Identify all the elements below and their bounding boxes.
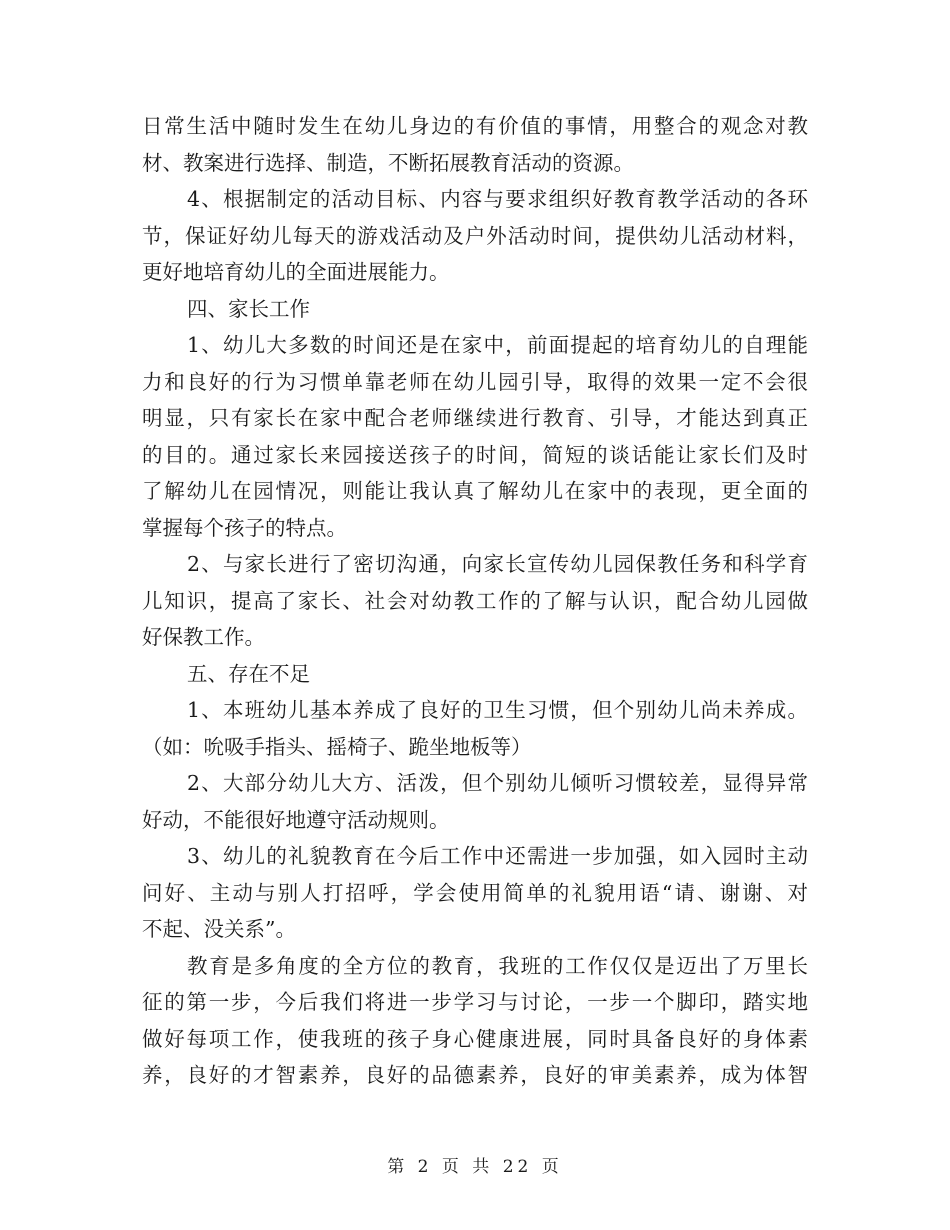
text-line: 2、大部分幼儿大方、活泼，但个别幼儿倾听习惯较差，显得异常 [187, 771, 808, 795]
text-line: 节，保证好幼儿每天的游戏活动及户外活动时间，提供幼儿活动材料， [142, 223, 808, 248]
text-line: 1、本班幼儿基本养成了良好的卫生习惯，但个别幼儿尚未养成。 [187, 698, 808, 722]
text-line: 力和良好的行为习惯单靠老师在幼儿园引导，取得的效果一定不会很 [142, 369, 808, 394]
text-line: 明显，只有家长在家中配合老师继续进行教育、引导，才能达到真正 [142, 406, 808, 430]
text-line: 2、与家长进行了密切沟通，向家长宣传幼儿园保教任务和科学育 [187, 552, 808, 576]
text-line: 不起、没关系”。 [142, 917, 296, 941]
page-number-footer: 第 2 页 共 22 页 [387, 1157, 563, 1177]
section-heading-shortcomings: 五、存在不足 [187, 661, 310, 686]
text-line: 4、根据制定的活动目标、内容与要求组织好教育教学活动的各环 [187, 187, 808, 211]
text-line: 3、幼儿的礼貌教育在今后工作中还需进一步加强，如入园时主动 [187, 844, 808, 868]
text-line: 更好地培育幼儿的全面进展能力。 [142, 260, 450, 284]
text-line: 问好、主动与别人打招呼，学会使用简单的礼貌用语“请、谢谢、对 [142, 880, 808, 905]
text-line: 掌握每个孩子的特点。 [142, 515, 347, 540]
text-line: 养，良好的才智素养，良好的品德素养，良好的审美素养，成为体智 [142, 1063, 808, 1087]
text-line: 征的第一步，今后我们将进一步学习与讨论，一步一个脚印，踏实地 [142, 990, 808, 1014]
text-line: 好保教工作。 [142, 625, 265, 649]
text-line: 了解幼儿在园情况，则能让我认真了解幼儿在家中的表现，更全面的 [142, 479, 808, 503]
text-line: 做好每项工作，使我班的孩子身心健康进展，同时具备良好的身体素 [142, 1026, 808, 1051]
text-line: 儿知识，提高了家长、社会对幼教工作的了解与认识，配合幼儿园做 [142, 588, 808, 613]
text-line: （如：吮吸手指头、摇椅子、跪坐地板等） [142, 734, 532, 759]
text-line: 的目的。通过家长来园接送孩子的时间，简短的谈话能让家长们及时 [142, 442, 808, 467]
text-line: 材、教案进行选择、制造，不断拓展教育活动的资源。 [142, 150, 634, 175]
text-line: 好动，不能很好地遵守活动规则。 [142, 807, 450, 832]
section-heading-parent-work: 四、家长工作 [187, 296, 310, 321]
document-body [142, 108, 808, 1094]
text-line: 1、幼儿大多数的时间还是在家中，前面提起的培育幼儿的自理能 [187, 333, 808, 357]
text-line: 日常生活中随时发生在幼儿身边的有价值的事情，用整合的观念对教 [142, 114, 808, 138]
text-line: 教育是多角度的全方位的教育，我班的工作仅仅是迈出了万里长 [187, 953, 808, 978]
